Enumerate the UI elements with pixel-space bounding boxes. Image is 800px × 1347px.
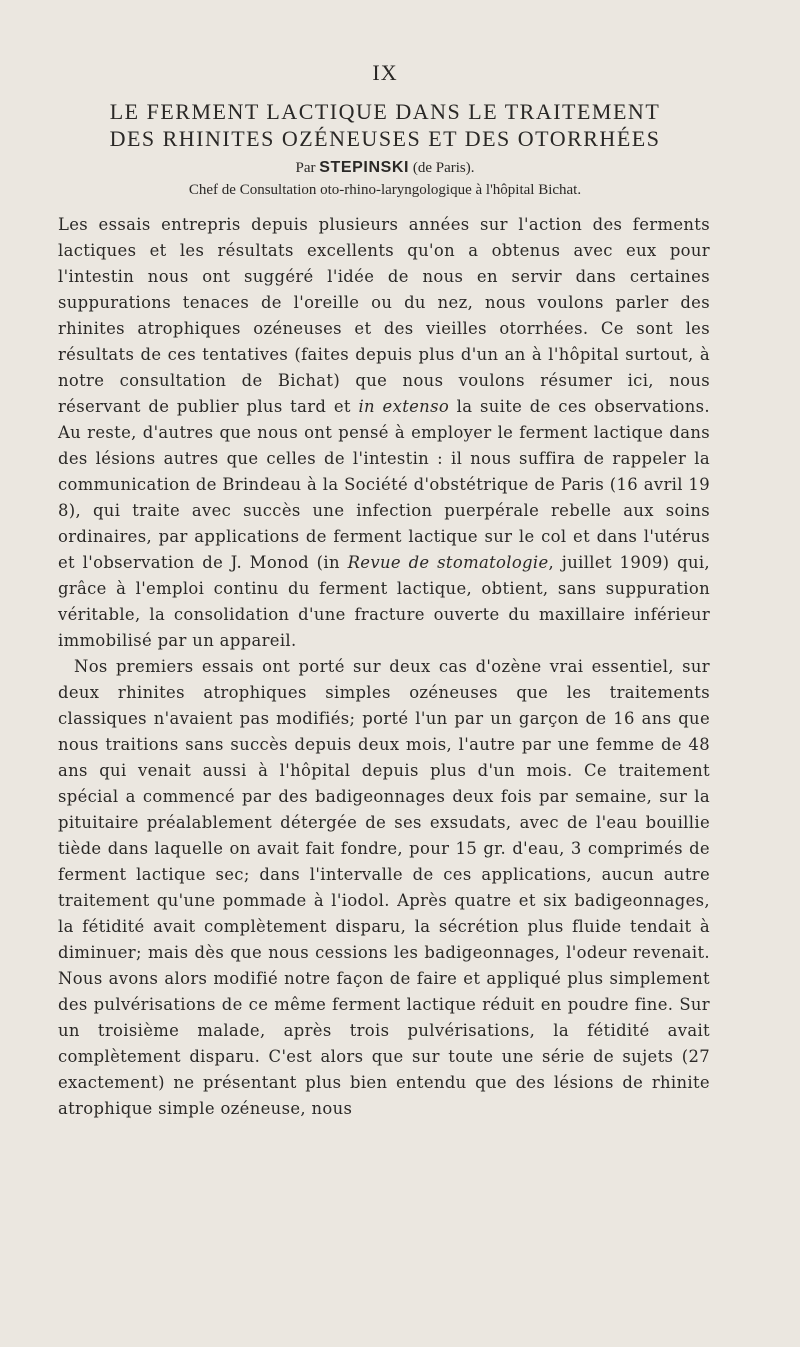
italic-phrase-in-extenso: in extenso [358, 397, 450, 416]
paragraph-1-part-a: Les essais entrepris depuis plusieurs années sur l'action des ferments lactiques et les résultats excellents qu'on a obtenus avec eux pour l'intestin nous ont suggéré l'idée de nous en servir dans certaines suppurations tenaces de l'oreille ou du nez, nous voulons parler des rhinites atrophiques ozéneuses et des vieilles otorrhées. Ce sont les résultats de ces tentatives (faites depuis plus d'un an à l'hôpital surtout, à notre consultation de Bichat) que nous voulons résumer ici, nous réservant de publier plus tard et [58, 215, 710, 416]
paragraph-1-part-b: la suite de ces observations. Au reste, d'autres que nous ont pensé à employer le ferment lactique dans des lésions autres que celles de l'intestin : il nous suffira de rappeler la communication de Brindeau à la Société d'obstétrique de Paris (16 avril 19 8), qui traite avec succès une infection puerpérale rebelle aux soins ordinaires, par applications de ferment lactique sur le col et dans l'utérus et l'observation de J. Monod (in [58, 397, 710, 572]
article-title-line-2: DES RHINITES OZÉNEUSES ET DES OTORRHÉES [109, 126, 661, 151]
italic-journal-title: Revue de stomatologie [347, 553, 549, 572]
chapter-numeral: IX [372, 60, 398, 85]
author-affiliation: Chef de Consultation oto-rhino-laryngologique à l'hôpital Bichat. [188, 182, 582, 198]
paragraph-2: Nos premiers essais ont porté sur deux cas d'ozène vrai essentiel, sur deux rhinites atrophiques simples ozéneuses que les traitements classiques n'avaient pas modifiés; porté l'un par un garçon de 16 ans que nous traitions sans succès depuis deux mois, l'autre par une femme de 48 ans qui venait aussi à l'hôpital depuis plus d'un mois. Ce traitement spécial a commencé par des badigeonnages deux fois par semaine, sur la pituitaire préalablement détergée de ses exsudats, avec de l'eau bouillie tiède dans laquelle on avait fait fondre, pour 15 gr. d'eau, 3 comprimés de ferment lactique sec; dans l'intervalle de ces applications, aucun autre traitement qu'une pommade à l'iodol. Après quatre et six badigeonnages, la fétidité avait complètement disparu, la sécrétion plus fluide tendait à diminuer; mais dès que nous cessions les badigeonnages, l'odeur revenait. Nous avons alors modifié notre façon de faire et appliqué plus simplement des pulvérisations de ce même ferment lactique réduit en poudre fine. Sur un troisième malade, après trois pulvérisations, la fétidité avait complètement disparu. C'est alors que sur toute une série de sujets (27 exactement) ne présentant plus bien entendu que des lésions de rhinite atrophique simple ozéneuse, nous [58, 657, 710, 1118]
byline [58, 158, 712, 178]
author-location: (de Paris). [412, 160, 475, 176]
article-title-line-1: LE FERMENT LACTIQUE DANS LE TRAITEMENT [109, 99, 661, 124]
paragraph-1-part-c: , juillet 1909) qui, grâce à l'emploi continu du ferment lactique, obtient, sans suppuration véritable, la consolidation d'une fracture ouverte du maxillaire inférieur immobilisé par un appareil. [58, 553, 710, 650]
author-name: STEPINSKI [319, 159, 410, 176]
paragraph-1 [58, 212, 710, 654]
article-body [58, 212, 710, 1122]
byline-prefix: Par [295, 160, 316, 176]
